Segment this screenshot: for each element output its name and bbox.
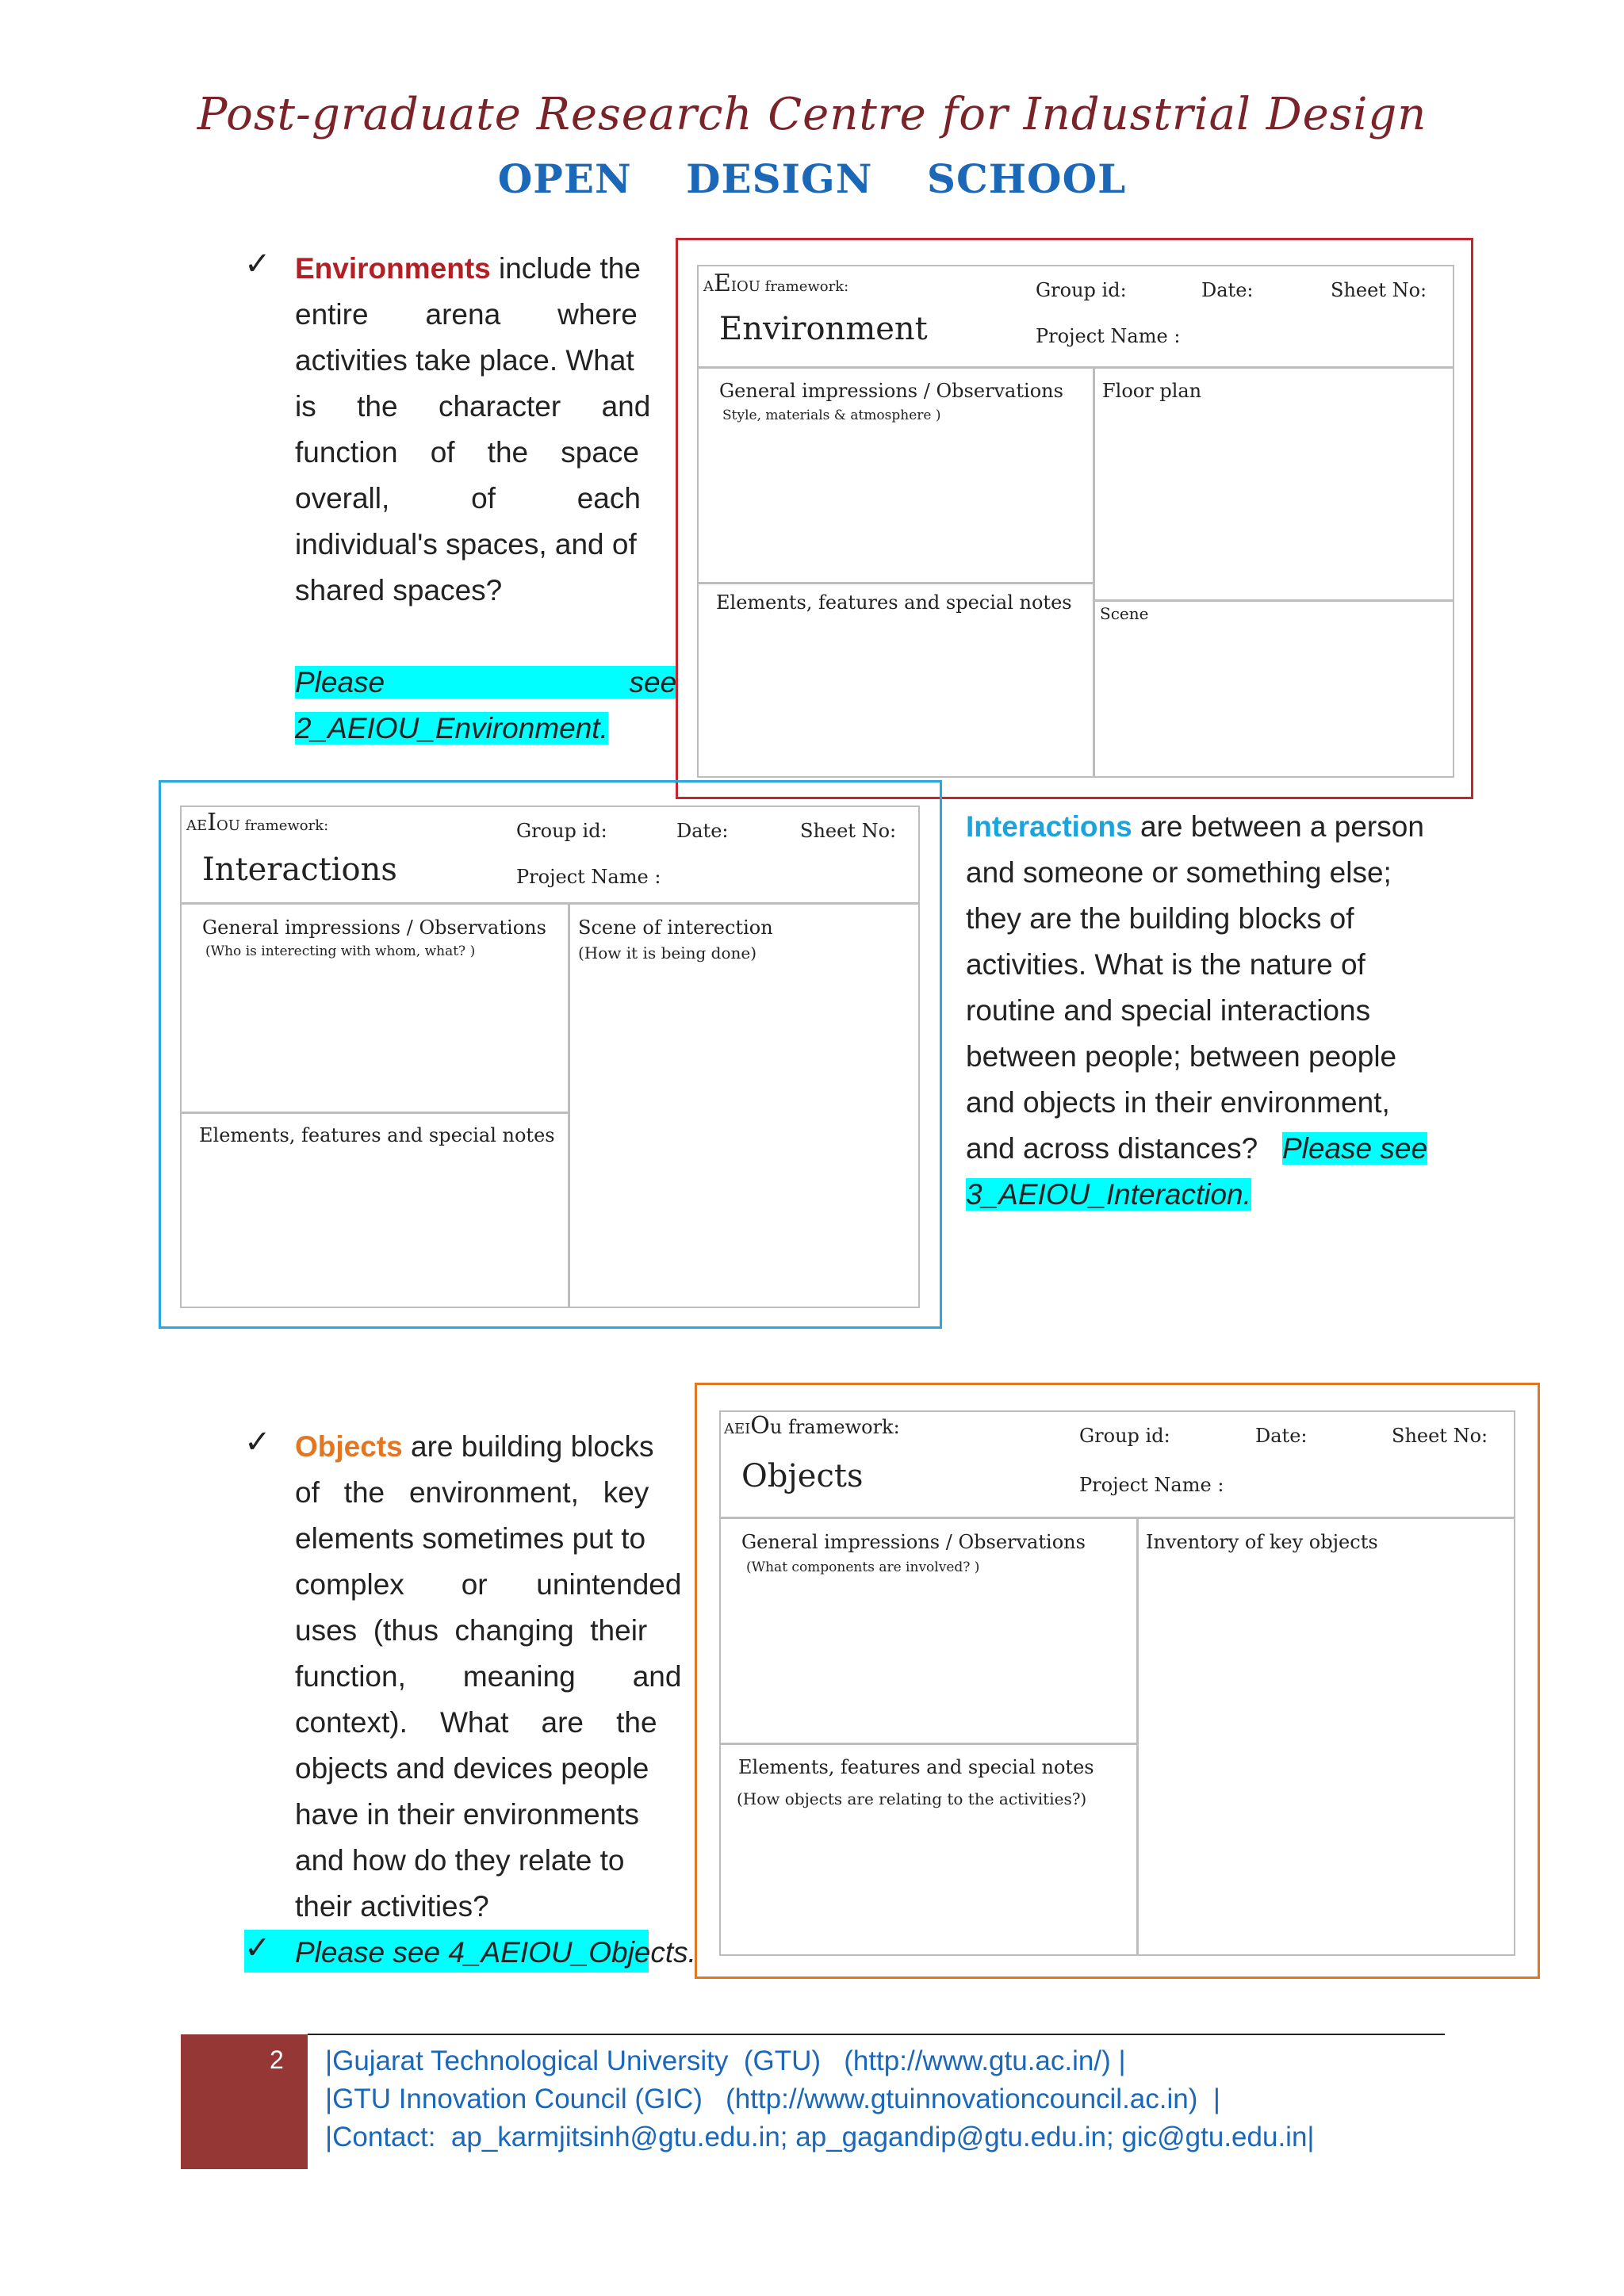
interactions-line-6: between people; between people bbox=[966, 1040, 1397, 1073]
scene-cell-subtitle: (How it is being done) bbox=[578, 943, 757, 962]
group-id-label: Group id: bbox=[1036, 279, 1127, 301]
checkmark-icon: ✓ bbox=[244, 247, 271, 281]
sheet-title: Environment bbox=[719, 311, 928, 347]
sheet-no-label: Sheet No: bbox=[800, 820, 897, 842]
date-label: Date: bbox=[676, 820, 729, 842]
page-header-subtitle: OPEN DESIGN SCHOOL bbox=[497, 155, 1127, 202]
interactions-paragraph bbox=[966, 804, 1429, 1218]
scene-cell-title: Scene bbox=[1100, 604, 1149, 623]
project-name-label: Project Name : bbox=[516, 866, 661, 888]
objects-line-8: objects and devices people bbox=[295, 1752, 649, 1785]
footer-gtu-line[interactable]: |Gujarat Technological University (GTU) (http://www.gtu.ac.in/) | bbox=[325, 2045, 1126, 2076]
environments-term: Environments bbox=[295, 252, 491, 285]
scene-cell-title: Scene of interection bbox=[578, 916, 773, 939]
elements-cell-title: Elements, features and special notes bbox=[199, 1124, 555, 1146]
objects-paragraph bbox=[295, 1424, 682, 1930]
framework-label: AEIOU framework: bbox=[186, 809, 329, 836]
observations-cell-subtitle: Style, materials & atmosphere ) bbox=[722, 408, 941, 423]
environments-line-7: individual's spaces, and of bbox=[295, 528, 637, 561]
date-label: Date: bbox=[1201, 279, 1254, 301]
objects-line-11: their activities? bbox=[295, 1890, 489, 1923]
interactions-line-3: they are the building blocks of bbox=[966, 902, 1354, 935]
environments-line-5: function of the space bbox=[295, 436, 639, 469]
interactions-line-8: and across distances? Please see bbox=[966, 1132, 1428, 1165]
environments-line-8: shared spaces? bbox=[295, 574, 503, 607]
interactions-line-1: Interactions are between a person bbox=[966, 810, 1424, 843]
environment-sheet-frame bbox=[676, 238, 1473, 799]
environments-line-2: entire arena where bbox=[295, 298, 638, 331]
observations-cell-title: General impressions / Observations bbox=[719, 380, 1063, 402]
checkmark-icon: ✓ bbox=[244, 1425, 271, 1460]
objects-line-5: uses (thus changing their bbox=[295, 1614, 648, 1647]
date-label: Date: bbox=[1255, 1425, 1308, 1447]
interactions-term: Interactions bbox=[966, 810, 1132, 843]
environments-paragraph bbox=[295, 246, 677, 752]
interactions-line-2: and someone or something else; bbox=[966, 856, 1392, 889]
floor-plan-cell-title: Floor plan bbox=[1102, 380, 1202, 402]
elements-cell-subtitle: (How objects are relating to the activities?) bbox=[737, 1789, 1087, 1808]
objects-line-6: function, meaning and bbox=[295, 1660, 682, 1693]
framework-label: AEIOU framework: bbox=[703, 270, 849, 297]
footer-contact-line[interactable]: |Contact: ap_karmjitsinh@gtu.edu.in; ap_gagandip@gtu.edu.in; gic@gtu.edu.in| bbox=[325, 2122, 1315, 2152]
elements-cell-title: Elements, features and special notes bbox=[738, 1756, 1094, 1778]
objects-line-4: complex or unintended bbox=[295, 1568, 682, 1601]
interactions-sheet bbox=[180, 806, 920, 1308]
interactions-see-note: Please see bbox=[1282, 1132, 1428, 1165]
observations-cell-title: General impressions / Observations bbox=[741, 1531, 1086, 1553]
objects-see-file[interactable]: Please see 4_AEIOU_Objects. bbox=[295, 1936, 696, 1969]
footer-gic-line[interactable]: |GTU Innovation Council (GIC) (http://www.gtuinnovationcouncil.ac.in) | bbox=[325, 2084, 1220, 2114]
sheet-title: Interactions bbox=[202, 851, 397, 888]
objects-term: Objects bbox=[295, 1430, 403, 1463]
sheet-title: Objects bbox=[741, 1458, 864, 1494]
objects-line-1: Objects are building blocks bbox=[295, 1430, 654, 1463]
objects-line-7: context). What are the bbox=[295, 1706, 657, 1739]
group-id-label: Group id: bbox=[516, 820, 607, 842]
interactions-line-5: routine and special interactions bbox=[966, 994, 1371, 1027]
environment-sheet bbox=[697, 265, 1454, 778]
project-name-label: Project Name : bbox=[1036, 325, 1181, 347]
objects-sheet bbox=[719, 1410, 1515, 1956]
footer-rule bbox=[308, 2034, 1445, 2035]
interactions-see-file[interactable]: 3_AEIOU_Interaction. bbox=[966, 1178, 1251, 1211]
inventory-cell-title: Inventory of key objects bbox=[1146, 1531, 1378, 1553]
environments-line-4: is the character and bbox=[295, 390, 651, 423]
sheet-no-label: Sheet No: bbox=[1392, 1425, 1488, 1447]
environments-see-note: Please see bbox=[295, 666, 677, 698]
environments-line-6: overall, of each bbox=[295, 482, 641, 515]
interactions-line-4: activities. What is the nature of bbox=[966, 948, 1365, 981]
page-number: 2 bbox=[270, 2045, 284, 2074]
framework-label: AEIOu framework: bbox=[724, 1412, 900, 1440]
observations-cell-title: General impressions / Observations bbox=[202, 916, 546, 939]
interactions-sheet-frame bbox=[159, 780, 942, 1329]
footer-page-block bbox=[181, 2034, 308, 2169]
interactions-line-7: and objects in their environment, bbox=[966, 1086, 1390, 1119]
sheet-no-label: Sheet No: bbox=[1331, 279, 1427, 301]
observations-cell-subtitle: (Who is interecting with whom, what? ) bbox=[205, 943, 476, 959]
project-name-label: Project Name : bbox=[1079, 1474, 1224, 1496]
environments-line-3: activities take place. What bbox=[295, 344, 634, 377]
observations-cell-subtitle: (What components are involved? ) bbox=[746, 1559, 980, 1575]
objects-line-10: and how do they relate to bbox=[295, 1844, 625, 1877]
objects-sheet-frame bbox=[695, 1383, 1540, 1979]
objects-line-3: elements sometimes put to bbox=[295, 1522, 646, 1555]
group-id-label: Group id: bbox=[1079, 1425, 1170, 1447]
environments-line-1: Environments include the bbox=[295, 252, 641, 285]
page-header-title: Post-graduate Research Centre for Industrial Design bbox=[197, 89, 1427, 140]
objects-line-2: of the environment, key bbox=[295, 1476, 649, 1509]
environments-see-file[interactable]: 2_AEIOU_Environment. bbox=[295, 712, 608, 744]
checkmark-icon: ✓ bbox=[244, 1931, 271, 1965]
objects-line-9: have in their environments bbox=[295, 1798, 639, 1831]
elements-cell-title: Elements, features and special notes bbox=[716, 591, 1072, 614]
